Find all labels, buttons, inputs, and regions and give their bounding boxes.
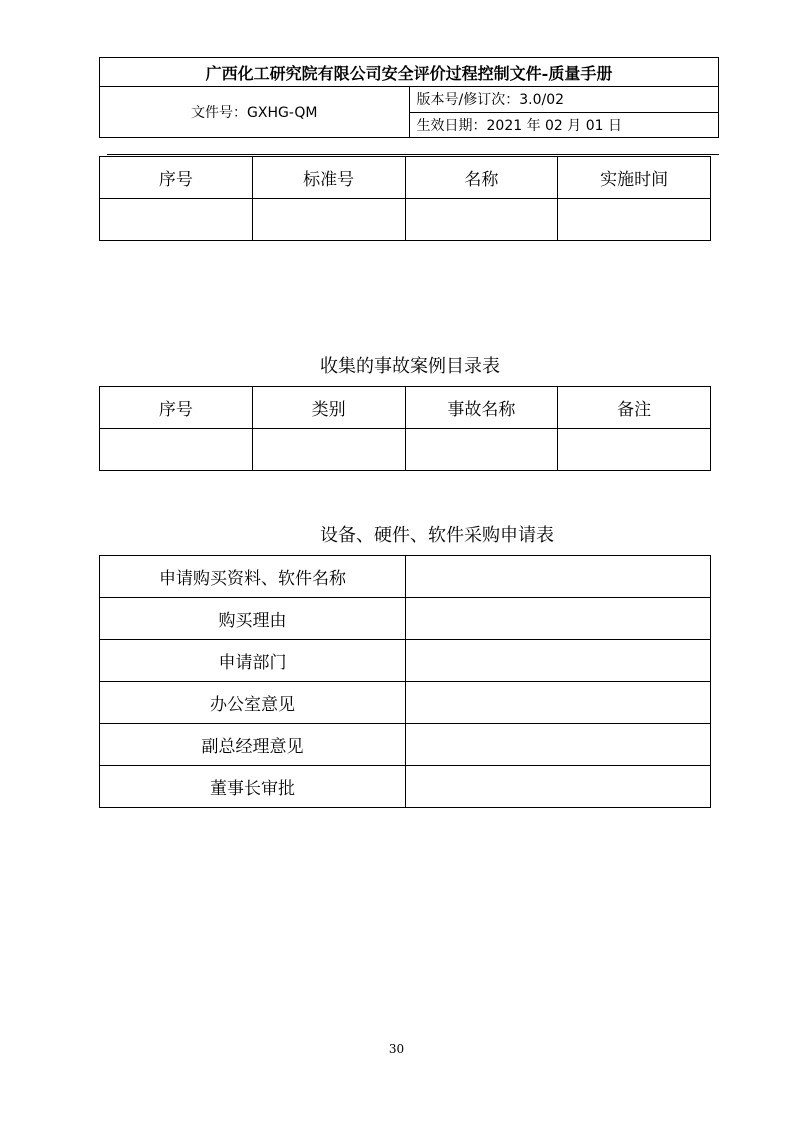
column-header: 备注 [558,387,711,429]
row-label: 申请部门 [100,640,406,682]
accident-table-caption: 收集的事故案例目录表 [320,356,500,377]
row-label: 董事长审批 [100,766,406,808]
accident-table [99,386,711,471]
empty-cell [405,429,558,471]
version-info: 版本号/修订次：3.0/02 [409,87,719,113]
column-header: 标准号 [252,157,405,199]
column-header: 类别 [252,387,405,429]
row-label: 副总经理意见 [100,724,406,766]
header-rule [107,154,719,155]
document-title: 广西化工研究院有限公司安全评价过程控制文件-质量手册 [100,58,719,87]
empty-cell [406,556,711,598]
column-header: 序号 [100,387,253,429]
column-header: 序号 [100,157,253,199]
empty-cell [406,766,711,808]
column-header: 名称 [405,157,558,199]
empty-cell [406,724,711,766]
empty-cell [100,199,253,241]
page-number: 30 [388,1042,405,1056]
document-header [99,57,719,138]
empty-cell [252,429,405,471]
column-header: 实施时间 [558,157,711,199]
empty-cell [558,429,711,471]
empty-cell [406,640,711,682]
empty-cell [405,199,558,241]
standards-table [99,156,711,241]
empty-cell [406,682,711,724]
row-label: 购买理由 [100,598,406,640]
purchase-table [99,555,711,808]
empty-cell [558,199,711,241]
row-label: 办公室意见 [100,682,406,724]
document-number: 文件号：GXHG-QM [100,87,410,138]
empty-cell [252,199,405,241]
purchase-table-caption: 设备、硬件、软件采购申请表 [320,525,554,546]
row-label: 申请购买资料、软件名称 [100,556,406,598]
empty-cell [406,598,711,640]
column-header: 事故名称 [405,387,558,429]
empty-cell [100,429,253,471]
effective-date: 生效日期：2021 年 02 月 01 日 [409,112,719,138]
